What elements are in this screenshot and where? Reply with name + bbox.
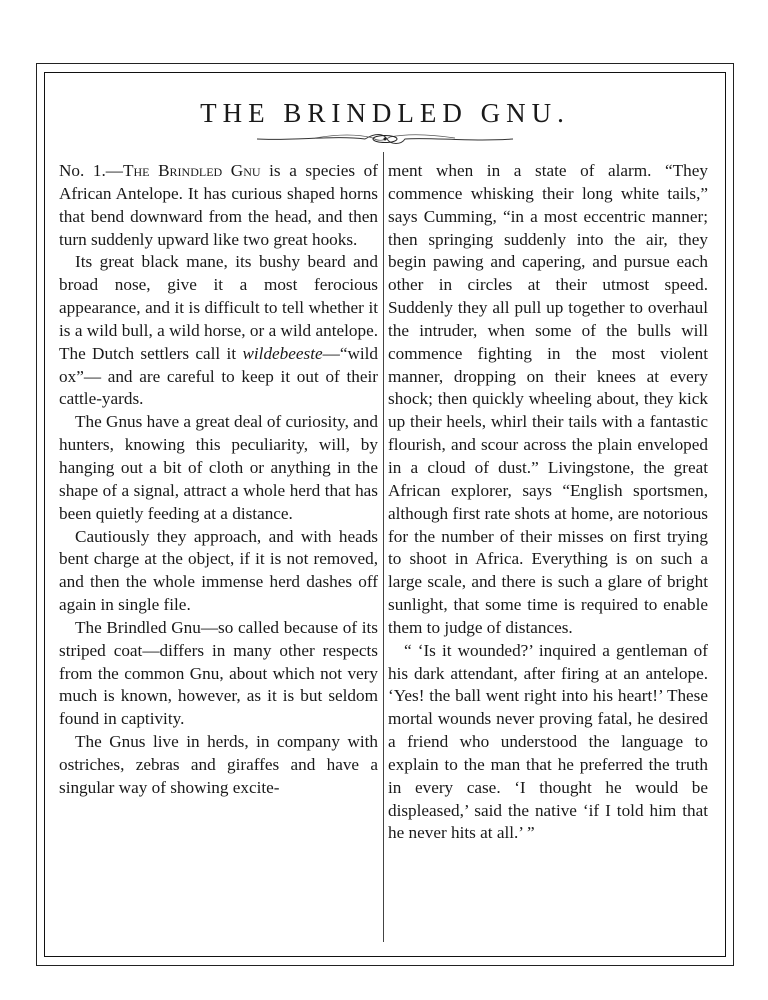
paragraph-4: Cautiously they approach, and with heads bent charge at the object, if it is not removed, and then the whole immense herd dashes off again in single file.	[59, 526, 378, 615]
right-column	[388, 160, 708, 845]
page-title: THE BRINDLED GNU.	[200, 98, 570, 128]
left-column	[59, 160, 378, 800]
paragraph-3: The Gnus have a great deal of curiosity, and hunters, knowing this peculiarity, will, by hanging out a bit of cloth or anything in the shape of a signal, attract a whole herd that has been quietly feeding at a distance.	[59, 412, 378, 523]
italic-term: wildebeeste	[242, 343, 323, 363]
column-divider	[383, 152, 384, 942]
paragraph-5: The Brindled Gnu—so called because of its striped coat—differs in many other respects from the common Gnu, about which not very much is known, however, as it is but seldom found in captivity.	[59, 617, 378, 729]
paragraph-6: The Gnus live in herds, in company with ostriches, zebras and giraffes and have a singular way of showing excite-	[59, 732, 378, 797]
article-heading: The Brindled Gnu	[122, 161, 261, 180]
paragraph-1: No. 1.—The Brindled Gnu is a species of African Antelope. It has curious shaped horns that bend downward from the head, and then turn suddenly upward like two great hooks.	[59, 161, 378, 249]
paragraph-2: Its great black mane, its bushy beard and broad nose, give it a most ferocious appearance, and it is difficult to tell whether it is a wild bull, a wild horse, or a wild antelope. The Dutch settlers call it wildebeeste—“wild ox”— and are careful to keep it out of their cattle-yards.	[59, 252, 378, 409]
article-number: No. 1.—	[59, 161, 123, 180]
paragraph-7: ment when in a state of alarm. “They commence whisking their long white tails,” says Cumming, “in a most eccentric manner; then springing suddenly into the air, they begin pawing and capering, and pursue each other in circles at their utmost speed. Suddenly they all pull up together to overhaul the intruder, when some of the bulls will commence fighting in the most violent manner, dropping on their knees at every shock; then quickly wheeling about, they kick up their heels, whirl their tails with a fantastic flourish, and scour across the plain enveloped in a cloud of dust.” Livingstone, the great African explorer, says “English sportsmen, although first rate shots at home, are notorious for the number of their misses on first trying to shoot in Africa. Everything is on such a large scale, and there is such a glare of bright sunlight, that some time is required to enable them to judge of distances.	[388, 161, 708, 637]
paragraph-8: “ ‘Is it wounded?’ inquired a gentleman of his dark attendant, after firing at an antelope. ‘Yes! the ball went right into his heart!’ These mortal wounds never proving fatal, he desired a friend who understood the language to explain to the man that he preferred the truth in every case. ‘I thought he would be displeased,’ said the native ‘if I told him that he never hits at all.’ ”	[388, 640, 708, 843]
title-ornament-flourish	[255, 129, 515, 149]
